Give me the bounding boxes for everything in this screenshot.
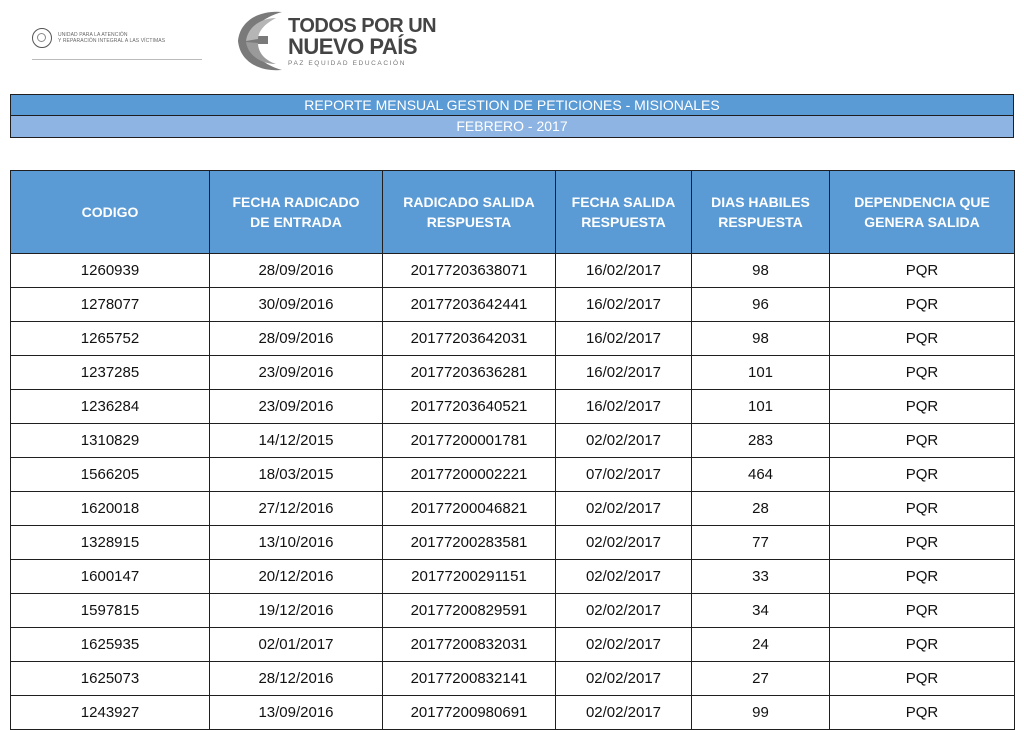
cell-fecha-salida: 16/02/2017 [556,254,692,288]
cell-radicado-salida: 20177200001781 [383,424,556,458]
cell-radicado-salida: 20177203640521 [383,390,556,424]
column-header-dependencia [830,171,1015,254]
cell-dias-habiles: 28 [692,492,830,526]
table-row [11,254,1015,288]
cell-codigo: 1597815 [11,594,210,628]
column-header-line2: RESPUESTA [718,214,803,230]
cell-fecha-salida: 02/02/2017 [556,560,692,594]
cell-dependencia: PQR [830,322,1015,356]
cell-fecha-radicado: 28/09/2016 [210,322,383,356]
brand-text [288,16,436,67]
cell-fecha-salida: 02/02/2017 [556,662,692,696]
cell-radicado-salida: 20177200980691 [383,696,556,730]
seal-icon [32,28,52,48]
cell-dependencia: PQR [830,594,1015,628]
cell-radicado-salida: 20177203638071 [383,254,556,288]
cell-radicado-salida: 20177203642031 [383,322,556,356]
cell-codigo: 1625073 [11,662,210,696]
cell-dias-habiles: 464 [692,458,830,492]
cell-dependencia: PQR [830,628,1015,662]
brand-line2: NUEVO PAÍS [288,33,418,59]
cell-dias-habiles: 99 [692,696,830,730]
cell-fecha-salida: 02/02/2017 [556,492,692,526]
cell-dias-habiles: 98 [692,322,830,356]
cell-dependencia: PQR [830,662,1015,696]
column-header-line1: DEPENDENCIA QUE [854,194,990,210]
victims-unit-logo [32,28,165,48]
cell-codigo: 1260939 [11,254,210,288]
brand-tagline: PAZ EQUIDAD EDUCACIÓN [288,59,406,67]
cell-fecha-salida: 02/02/2017 [556,594,692,628]
brand-swoosh-icon [228,6,286,76]
page-header [0,0,1024,92]
cell-fecha-salida: 16/02/2017 [556,322,692,356]
cell-dependencia: PQR [830,696,1015,730]
cell-dependencia: PQR [830,356,1015,390]
column-header-dias-habiles [692,171,830,254]
table-row [11,594,1015,628]
cell-radicado-salida: 20177200832031 [383,628,556,662]
cell-codigo: 1328915 [11,526,210,560]
cell-fecha-salida: 02/02/2017 [556,424,692,458]
cell-codigo: 1237285 [11,356,210,390]
table-row [11,390,1015,424]
cell-fecha-salida: 16/02/2017 [556,390,692,424]
cell-radicado-salida: 20177200002221 [383,458,556,492]
cell-dias-habiles: 101 [692,356,830,390]
cell-fecha-radicado: 02/01/2017 [210,628,383,662]
victims-unit-line1: UNIDAD PARA LA ATENCIÓN [58,32,128,38]
cell-dias-habiles: 101 [692,390,830,424]
report-title: REPORTE MENSUAL GESTION DE PETICIONES - MISIONALES [10,94,1014,116]
table-body [11,254,1015,730]
cell-dias-habiles: 283 [692,424,830,458]
cell-dependencia: PQR [830,254,1015,288]
cell-fecha-radicado: 23/09/2016 [210,390,383,424]
cell-dias-habiles: 24 [692,628,830,662]
column-header-line2: DE ENTRADA [250,214,342,230]
cell-codigo: 1625935 [11,628,210,662]
cell-dias-habiles: 27 [692,662,830,696]
cell-radicado-salida: 20177200832141 [383,662,556,696]
cell-codigo: 1243927 [11,696,210,730]
cell-codigo: 1310829 [11,424,210,458]
cell-dependencia: PQR [830,458,1015,492]
table-row [11,696,1015,730]
cell-fecha-salida: 02/02/2017 [556,526,692,560]
column-header-line1: FECHA SALIDA [571,194,676,210]
cell-fecha-salida: 02/02/2017 [556,628,692,662]
cell-dependencia: PQR [830,390,1015,424]
cell-radicado-salida: 20177200829591 [383,594,556,628]
victims-unit-line2: Y REPARACIÓN INTEGRAL A LAS VÍCTIMAS [58,38,166,44]
cell-codigo: 1620018 [11,492,210,526]
cell-fecha-radicado: 14/12/2015 [210,424,383,458]
cell-dias-habiles: 77 [692,526,830,560]
column-header-radicado-salida [383,171,556,254]
cell-dependencia: PQR [830,424,1015,458]
cell-fecha-salida: 16/02/2017 [556,288,692,322]
cell-fecha-radicado: 13/10/2016 [210,526,383,560]
column-header-line1: FECHA RADICADO [232,194,360,210]
cell-radicado-salida: 20177200046821 [383,492,556,526]
table-row [11,356,1015,390]
table-header-row [11,171,1015,254]
cell-fecha-radicado: 30/09/2016 [210,288,383,322]
cell-codigo: 1566205 [11,458,210,492]
cell-radicado-salida: 20177200283581 [383,526,556,560]
cell-codigo: 1600147 [11,560,210,594]
cell-fecha-salida: 02/02/2017 [556,696,692,730]
column-header-fecha-salida [556,171,692,254]
cell-fecha-salida: 16/02/2017 [556,356,692,390]
column-header-line2: RESPUESTA [581,214,666,230]
cell-radicado-salida: 20177203636281 [383,356,556,390]
todos-por-un-nuevo-pais-logo [228,6,436,76]
cell-fecha-salida: 07/02/2017 [556,458,692,492]
column-header-line2: RESPUESTA [426,214,512,230]
victims-unit-text [58,32,165,44]
table-row [11,492,1015,526]
table-row [11,560,1015,594]
cell-fecha-radicado: 28/12/2016 [210,662,383,696]
cell-dependencia: PQR [830,492,1015,526]
cell-dias-habiles: 96 [692,288,830,322]
cell-fecha-radicado: 20/12/2016 [210,560,383,594]
cell-dias-habiles: 98 [692,254,830,288]
petitions-table [10,170,1015,730]
column-header-line1: RADICADO SALIDA [403,194,535,210]
cell-radicado-salida: 20177203642441 [383,288,556,322]
table-row [11,458,1015,492]
cell-dias-habiles: 34 [692,594,830,628]
table-row [11,288,1015,322]
table-row [11,662,1015,696]
table-row [11,628,1015,662]
report-month: FEBRERO - 2017 [10,116,1014,138]
cell-codigo: 1236284 [11,390,210,424]
cell-fecha-radicado: 19/12/2016 [210,594,383,628]
column-header-line1: CODIGO [81,204,139,220]
table-row [11,424,1015,458]
column-header-line1: DIAS HABILES [711,194,810,210]
cell-fecha-radicado: 27/12/2016 [210,492,383,526]
cell-codigo: 1265752 [11,322,210,356]
cell-dependencia: PQR [830,526,1015,560]
cell-fecha-radicado: 13/09/2016 [210,696,383,730]
logo-divider [32,59,202,60]
cell-dependencia: PQR [830,288,1015,322]
table-row [11,322,1015,356]
cell-fecha-radicado: 18/03/2015 [210,458,383,492]
cell-codigo: 1278077 [11,288,210,322]
column-header-line2: GENERA SALIDA [864,214,980,230]
cell-dias-habiles: 33 [692,560,830,594]
brand-line1: TODOS POR UN [288,14,437,37]
cell-fecha-radicado: 23/09/2016 [210,356,383,390]
cell-dependencia: PQR [830,560,1015,594]
table-row [11,526,1015,560]
column-header-codigo [11,171,210,254]
cell-radicado-salida: 20177200291151 [383,560,556,594]
cell-fecha-radicado: 28/09/2016 [210,254,383,288]
column-header-fecha-radicado [210,171,383,254]
